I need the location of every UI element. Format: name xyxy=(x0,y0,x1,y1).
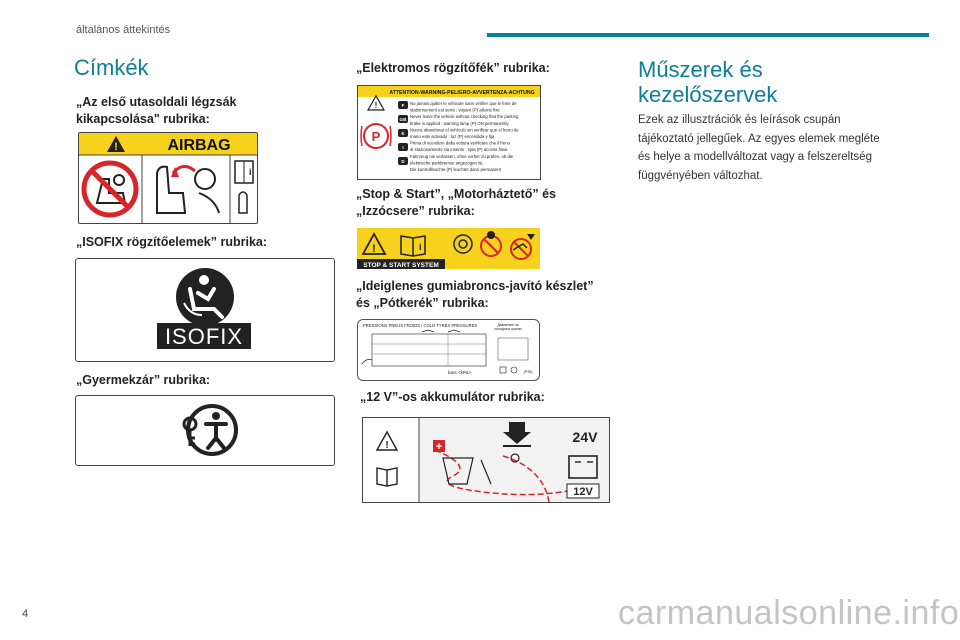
epb-text-line: Never leave the vehicle without checking that the parking xyxy=(410,114,519,120)
svg-text:(PSI): (PSI) xyxy=(523,369,533,374)
battery-label-image xyxy=(362,417,610,503)
header-accent-bar xyxy=(487,33,929,37)
stopstart-label-image xyxy=(357,228,540,269)
epb-text-line: elektrische parkbremse angezogen ist. xyxy=(410,160,484,166)
epb-flag-label: I xyxy=(402,145,404,150)
svg-text:!: ! xyxy=(372,243,376,255)
svg-text:!: ! xyxy=(114,141,118,153)
svg-text:Давление на: Давление на xyxy=(497,323,519,327)
airbag-label-text: AIRBAG xyxy=(167,137,231,154)
instruments-body-text: Ezek az illusztrációk és leírások csupán tájékoztató jellegűek. Az egyes elemek megléte és helye a modellváltozat vagy a felszereltség függvényében változhat. xyxy=(638,114,880,182)
tyre-header: PRESSIONS PNEUS FROIDS / COLD TYRES PRESSURES xyxy=(363,323,478,328)
section-title-labels: Címkék xyxy=(74,55,149,80)
epb-text-line: Fahrzeug nie verlassen, ohne vorher zu prüfen, ob die xyxy=(410,153,514,159)
tyre-label-image xyxy=(357,319,540,381)
isofix-label-text: ISOFIX xyxy=(164,324,244,349)
section-header: általános áttekintés xyxy=(76,24,171,36)
battery-24v: 24V xyxy=(572,429,598,445)
svg-text:+: + xyxy=(435,441,443,453)
epb-flag-label: GB xyxy=(399,117,407,122)
stopstart-label-text: STOP & START SYSTEM xyxy=(363,262,439,269)
svg-text:i: i xyxy=(419,242,422,252)
battery-12v: 12V xyxy=(573,486,593,498)
epb-flag-label: E xyxy=(401,131,405,136)
watermark: carmanualsonline.info xyxy=(618,594,960,632)
section-title-instruments: Műszerek és kezelőszervek xyxy=(638,57,778,107)
svg-text:bars <kPa>: bars <kPa> xyxy=(448,370,472,375)
epb-text-line: No jamais quitter le véhicule sans vérifier que le frein de xyxy=(410,101,517,106)
isofix-label-box xyxy=(75,258,335,362)
battery-caption: „12 V”-os akkumulátor rubrika: xyxy=(360,390,545,404)
epb-caption: „Elektromos rögzítőfék” rubrika: xyxy=(356,61,550,75)
svg-text:холодных шинах: холодных шинах xyxy=(494,327,522,331)
airbag-label-image xyxy=(78,132,258,224)
svg-text:i: i xyxy=(249,167,252,177)
epb-label-image xyxy=(357,85,541,180)
epb-text-line: mano esté activado : luz (P) encendida y fija xyxy=(410,134,495,139)
epb-banner: ATTENTION-WARNING-PELIGRO-AVVERTENZA-ACHTUNG xyxy=(389,90,535,96)
tyre-caption: „Ideiglenes gumiabroncs-javító készlet” és „Pótkerék” rubrika: xyxy=(356,279,594,310)
epb-flag-label: F xyxy=(401,103,405,108)
epb-flag-label: D xyxy=(401,159,405,164)
epb-text-line: Nunca abandonar el vehículo sin verificar que el freno de xyxy=(410,127,519,133)
childlock-label-box xyxy=(75,395,335,466)
epb-text-line: Die kontrollleuchte (P) leuchtet dann permanent xyxy=(410,167,502,172)
childlock-icon xyxy=(76,396,334,465)
epb-text-line: stationnement est serré : voyant (P) allumé fixe xyxy=(410,107,500,113)
svg-text:!: ! xyxy=(374,101,378,110)
isofix-caption: „ISOFIX rögzítőelemek” rubrika: xyxy=(76,235,268,249)
svg-text:!: ! xyxy=(385,440,389,451)
page-number: 4 xyxy=(22,608,29,620)
epb-text-line: di stazionamento sia inserito : spia (P) accesa fissa xyxy=(410,147,508,153)
airbag-caption: „Az első utasoldali légzsák kikapcsolása" rubrika: xyxy=(76,95,237,126)
epb-text-line: brake is applied : warning lamp (P) ON permanently xyxy=(410,120,509,126)
epb-text-line: Prima di scendere dalla vettura verificare che il freno xyxy=(410,140,511,146)
svg-text:P: P xyxy=(371,129,381,144)
childlock-caption: „Gyermekzár” rubrika: xyxy=(76,373,211,387)
stopstart-caption: „Stop & Start”, „Motorháztető” és „Izzócsere” rubrika: xyxy=(356,187,557,218)
